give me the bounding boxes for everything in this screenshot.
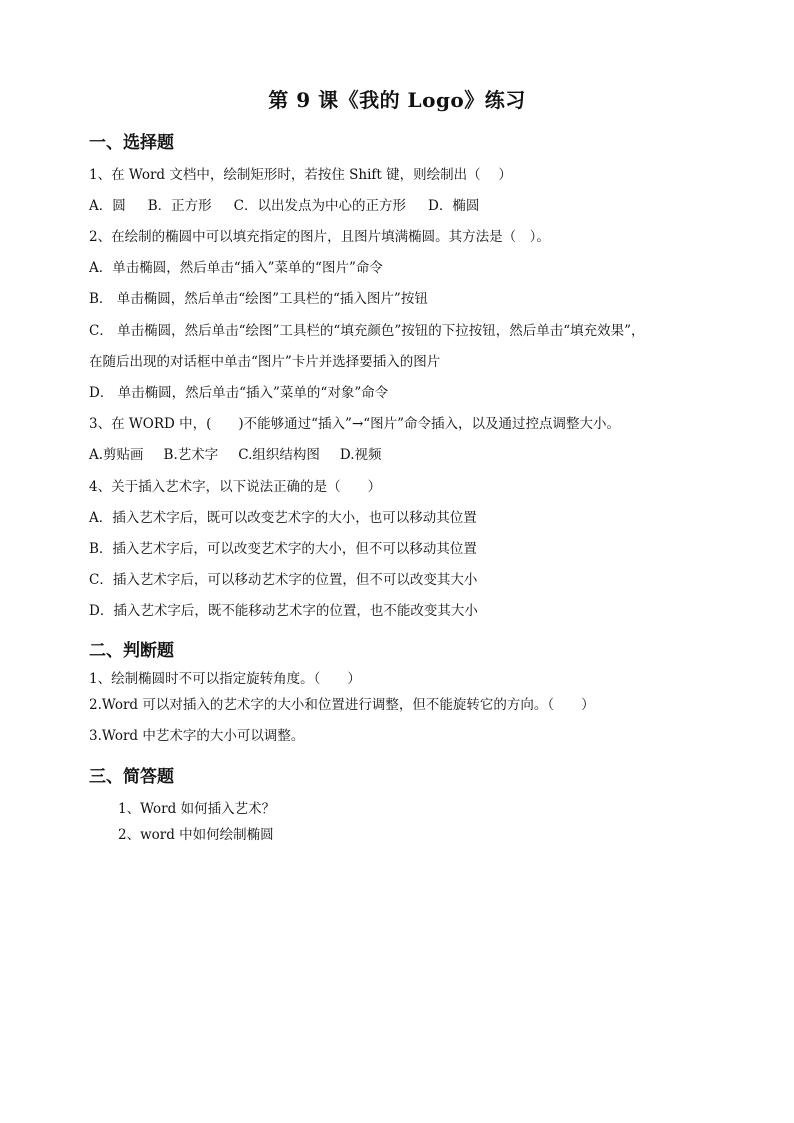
question-1-1: 1、在 Word 文档中，绘制矩形时，若按住 Shift 键，则绘制出（ ） (89, 167, 512, 183)
option-d: D.视频 (339, 447, 382, 463)
question-1-2-option-c-cont: 在随后出现的对话框中单击“图片”卡片并选择要插入的图片 (89, 354, 441, 370)
option-b: B.艺术字 (163, 447, 219, 463)
section-heading-choice: 一、选择题 (89, 133, 174, 153)
question-1-2-option-b: B． 单击椭圆，然后单击“绘图”工具栏的“插入图片”按钮 (89, 291, 428, 307)
section-heading-short-answer: 三、简答题 (89, 767, 174, 787)
question-2-3: 3.Word 中艺术字的大小可以调整。 (89, 728, 305, 744)
section-heading-judgement: 二、判断题 (89, 641, 174, 661)
question-1-2-option-c: C． 单击椭圆，然后单击“绘图”工具栏的“填充颜色”按钮的下拉按钮，然后单击“填充效果”， (89, 323, 645, 339)
question-3-2: 2、word 中如何绘制椭圆 (118, 827, 274, 843)
option-a: A.剪贴画 (89, 447, 144, 463)
question-1-4-option-b: B．插入艺术字后，可以改变艺术字的大小，但不可以移动其位置 (89, 541, 477, 557)
question-2-2: 2.Word 可以对插入的艺术字的大小和位置进行调整，但不能旋转它的方向。（ ） (89, 697, 595, 713)
question-1-3-options (89, 446, 402, 464)
option-b: B．正方形 (147, 198, 212, 214)
option-c: C．以出发点为中心的正方形 (233, 198, 407, 214)
page-title: 第 9 课《我的 Logo》练习 (268, 88, 526, 112)
question-2-1: 1、绘制椭圆时不可以指定旋转角度。（ ） (89, 671, 361, 687)
question-1-4-option-c: C．插入艺术字后，可以移动艺术字的位置，但不可以改变其大小 (89, 572, 478, 588)
question-1-3: 3、在 WORD 中，( )不能够通过“插入”→“图片”命令插入，以及通过控点调整大小。 (89, 416, 621, 432)
question-1-4: 4、关于插入艺术字，以下说法正确的是（ ） (89, 479, 382, 495)
question-1-2-option-d: D． 单击椭圆，然后单击“插入”菜单的“对象”命令 (89, 385, 389, 401)
question-3-1: 1、Word 如何插入艺术？ (118, 801, 276, 817)
option-d: D．椭圆 (428, 198, 480, 214)
question-1-4-option-a: A．插入艺术字后，既可以改变艺术字的大小，也可以移动其位置 (89, 510, 477, 526)
question-1-4-option-d: D．插入艺术字后，既不能移动艺术字的位置，也不能改变其大小 (89, 603, 478, 619)
question-1-1-options (89, 197, 501, 215)
question-1-2-option-a: A．单击椭圆，然后单击“插入”菜单的“图片”命令 (89, 260, 383, 276)
option-c: C.组织结构图 (238, 447, 320, 463)
question-1-2: 2、在绘制的椭圆中可以填充指定的图片，且图片填满椭圆。其方法是（ ）。 (89, 229, 550, 245)
option-a: A．圆 (89, 198, 126, 214)
